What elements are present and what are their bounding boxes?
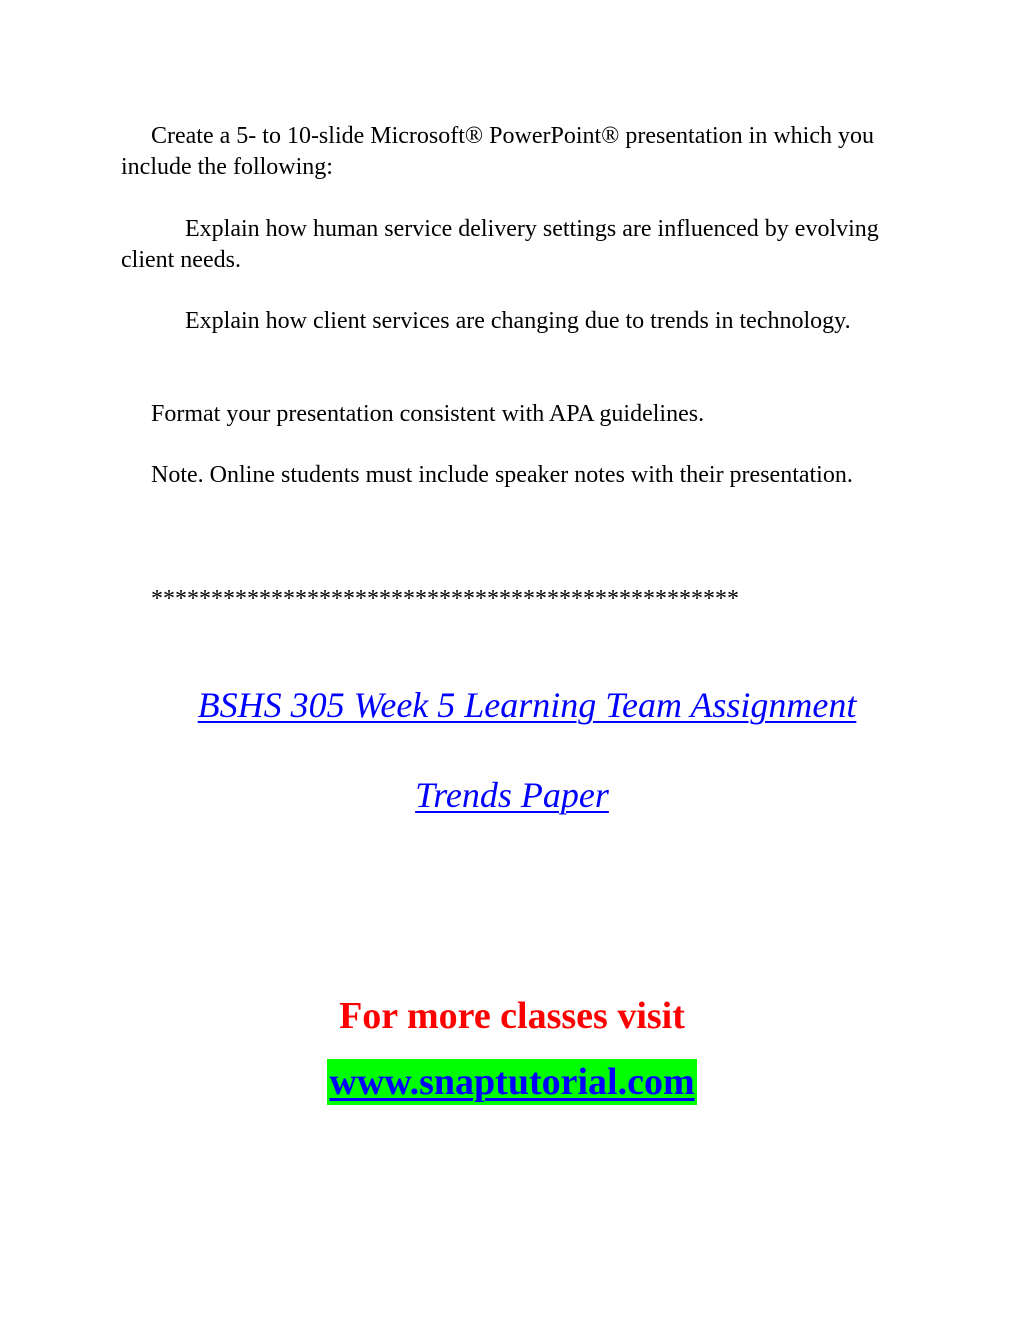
format-paragraph: Format your presentation consistent with APA guidelines. (151, 401, 705, 427)
assignment-title-link[interactable]: BSHS 305 Week 5 Learning Team Assignment (197, 685, 857, 725)
separator-line: ************************************************* (151, 586, 739, 612)
assignment-subtitle-link[interactable]: Trends Paper (415, 775, 609, 815)
requirement-paragraph: Explain how human service delivery settings are influenced by evolving client needs. (121, 216, 879, 273)
website-link[interactable]: www.snaptutorial.com (329, 1061, 695, 1103)
website-container (0, 1059, 1024, 1105)
note-paragraph: Note. Online students must include speaker notes with their presentation. (151, 462, 853, 488)
instruction-paragraph: Create a 5- to 10-slide Microsoft® PowerPoint® presentation in which you include the following: (121, 123, 874, 180)
requirement-paragraph: Explain how client services are changing due to trends in technology. (185, 308, 851, 334)
promo-text: For more classes visit (339, 995, 685, 1037)
